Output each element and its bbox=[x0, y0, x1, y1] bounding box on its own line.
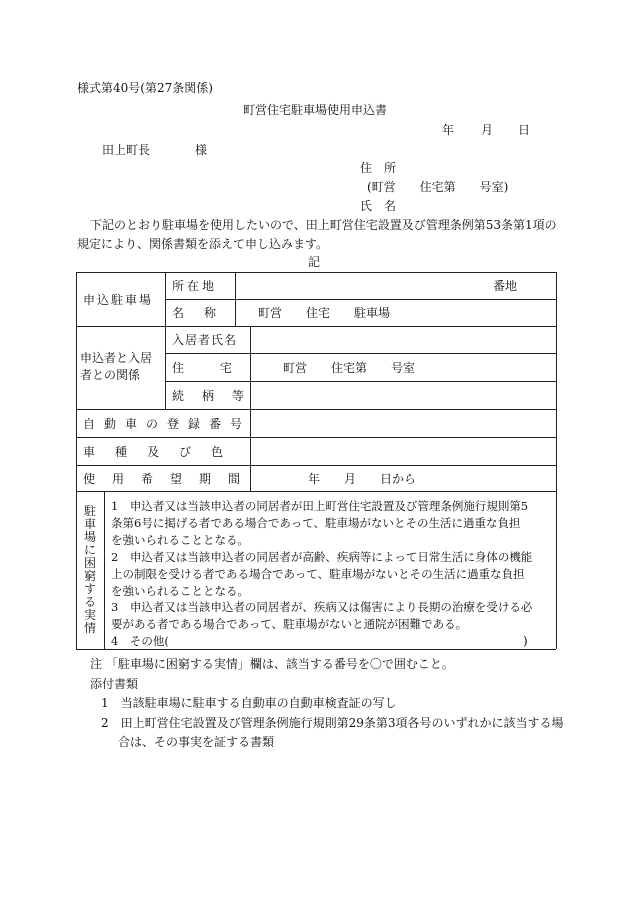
hardship-item-4: 4 その他( bbox=[111, 634, 169, 649]
location-label: 所在地 bbox=[172, 279, 218, 293]
ki-marker: 記 bbox=[308, 255, 321, 269]
form-number: 様式第40号(第27条関係) bbox=[77, 81, 213, 95]
relation-label-line2: 者との関係 bbox=[80, 368, 141, 382]
note: 注 「駐車場に困窮する実情」欄は、該当する番号を〇で囲むこと。 bbox=[90, 657, 454, 671]
hardship-item-3a: 3 申込者又は当該申込者の同居者が、疾病又は傷害により長期の治療を受ける必 bbox=[111, 600, 533, 615]
relation-label-line1: 申込者と入居 bbox=[80, 351, 153, 365]
date-day: 日 bbox=[518, 123, 531, 137]
hardship-item-1b: 条第6号に掲げる者である場合であって、駐車場がないとその生活に過重な負担 bbox=[111, 515, 521, 530]
use-period-label: 使用希望期間 bbox=[83, 472, 258, 486]
residence-label: 住 宅 bbox=[172, 361, 237, 375]
location-suffix: 番地 bbox=[493, 279, 518, 293]
attachment-2-line1: 2 田上町営住宅設置及び管理条例施行規則第29条第3項各号のいずれかに該当する場 bbox=[101, 716, 564, 730]
car-type-label: 車種及び色 bbox=[83, 445, 244, 459]
addressee: 田上町長 bbox=[102, 143, 151, 157]
relationship-label: 続 柄 等 bbox=[172, 389, 248, 403]
hardship-item-2a: 2 申込者又は当該申込者の同居者が高齢、疾病等によって日常生活に身体の機能 bbox=[111, 549, 533, 564]
applicant-name-label: 氏 名 bbox=[360, 199, 397, 213]
car-registration-label: 自動車の登録番号 bbox=[83, 417, 252, 431]
date-year: 年 bbox=[442, 123, 455, 137]
parking-label: 申込駐車場 bbox=[83, 293, 154, 307]
date-month: 月 bbox=[481, 123, 494, 137]
applicant-address-label: 住 所 bbox=[360, 161, 397, 175]
attachment-1: 1 当該駐車場に駐車する自動車の自動車検査証の写し bbox=[101, 696, 397, 710]
hardship-item-1a: 1 申込者又は当該申込者の同居者が田上町営住宅設置及び管理条例施行規則第5 bbox=[111, 499, 529, 513]
document-title: 町営住宅駐車場使用申込書 bbox=[243, 103, 388, 117]
hardship-item-3b: 要がある者である場合であって、駐車場がないと通院が困難である。 bbox=[111, 617, 468, 632]
parking-name-label: 名 称 bbox=[172, 306, 221, 320]
body-text-line2: 規定により、関係書類を添えて申し込みます。 bbox=[77, 237, 329, 251]
residence-value: 町営 住宅第 号室 bbox=[283, 361, 416, 375]
attachment-2-line2: 合は、その事実を証する書類 bbox=[118, 735, 275, 749]
resident-name-label: 入居者氏名 bbox=[172, 333, 238, 347]
applicant-address-detail: (町営 住宅第 号室) bbox=[367, 180, 509, 194]
hardship-other-close: ) bbox=[523, 634, 528, 649]
use-period-value: 年 月 日から bbox=[308, 472, 417, 486]
attachments-title: 添付書類 bbox=[90, 677, 139, 691]
hardship-item-2b: 上の制限を受ける者である場合であって、駐車場がないとその生活に過重な負担 bbox=[111, 566, 525, 581]
addressee-honorific: 様 bbox=[195, 143, 208, 157]
hardship-item-1c: を強いられることとなる。 bbox=[111, 532, 249, 547]
body-text-line1: 下記のとおり駐車場を使用したいので、田上町営住宅設置及び管理条例第53条第1項の bbox=[90, 218, 557, 232]
parking-name-value: 町営 住宅 駐車場 bbox=[258, 306, 391, 320]
hardship-item-2c: を強いられることとなる。 bbox=[111, 583, 249, 598]
hardship-label: 駐車場に困窮する実情 bbox=[83, 504, 96, 635]
